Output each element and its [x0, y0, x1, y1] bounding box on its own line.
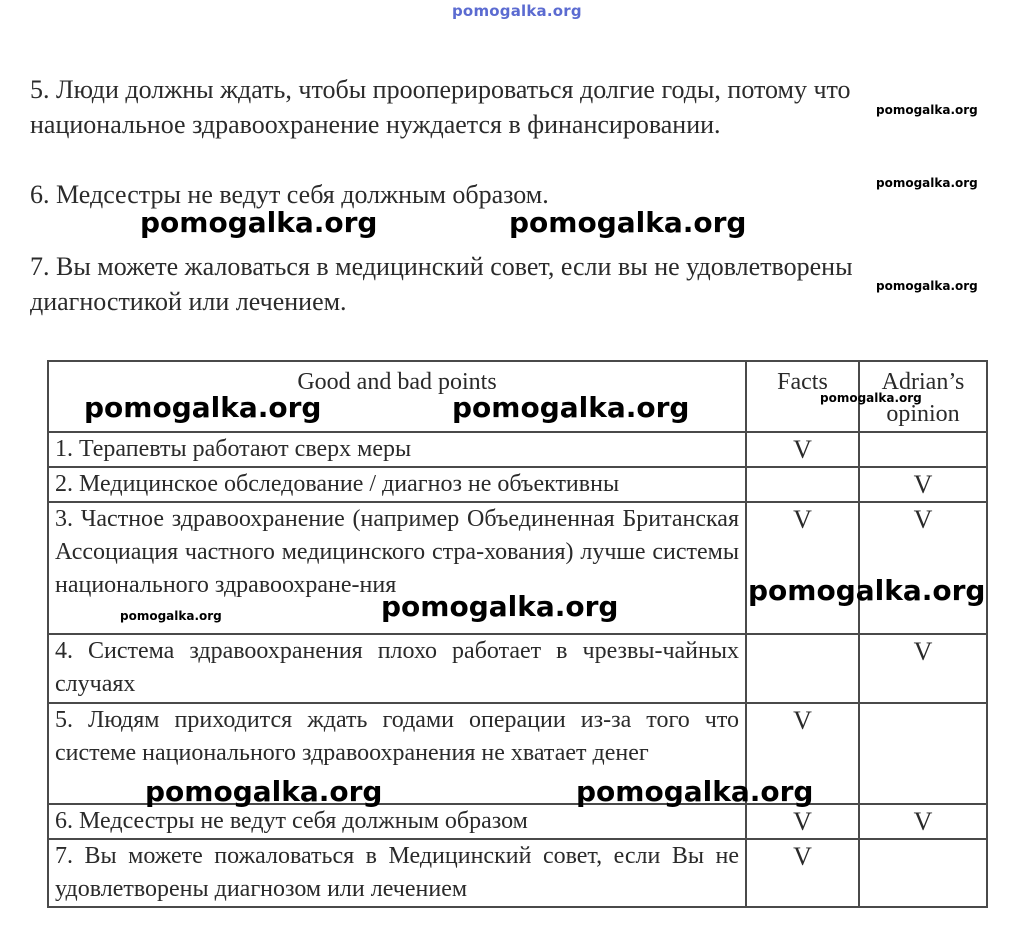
opinion-mark [859, 703, 987, 804]
header-facts: Facts [746, 361, 859, 432]
header-good-bad-points: Good and bad points [48, 361, 746, 432]
facts-mark: V [746, 839, 859, 907]
paragraph-5: 5. Люди должны ждать, чтобы прооперироваться долгие годы, потому что национальное здравоохранение нуждается в финансировании. [30, 75, 851, 139]
facts-mark [746, 467, 859, 502]
row-text: 5. Людям приходится ждать годами операции из-за того что системе национального здравоохранения не хватает денег [48, 703, 746, 804]
watermark: pomogalka.org [509, 206, 747, 239]
watermark: pomogalka.org [452, 391, 690, 424]
watermark: pomogalka.org [84, 391, 322, 424]
row-text: 2. Медицинское обследование / диагноз не объективны [48, 467, 746, 502]
row-text: 3. Частное здравоохранение (например Объединенная Британская Ассоциация частного медицинского стра-хования) лучше системы национального здравоохране-ния [48, 502, 746, 634]
watermark: pomogalka.org [748, 574, 986, 607]
row-text: 6. Медсестры не ведут себя должным образом [48, 804, 746, 839]
header-adrians-opinion: Adrian’s opinion [859, 361, 987, 432]
table-row [48, 634, 987, 703]
watermark: pomogalka.org [820, 391, 922, 405]
facts-mark: V [746, 703, 859, 804]
table-row [48, 839, 987, 907]
table-row [48, 467, 987, 502]
watermark: pomogalka.org [876, 176, 978, 190]
watermark-top: pomogalka.org [452, 2, 582, 20]
row-text: 7. Вы можете пожаловаться в Медицинский совет, если Вы не удовлетворены диагнозом или лечением [48, 839, 746, 907]
facts-mark: V [746, 432, 859, 467]
watermark: pomogalka.org [876, 103, 978, 117]
opinion-mark: V [859, 467, 987, 502]
facts-mark: V [746, 804, 859, 839]
row-text: 1. Терапевты работают сверх меры [48, 432, 746, 467]
opinion-mark: V [859, 804, 987, 839]
facts-mark: V [746, 502, 859, 634]
table-row [48, 432, 987, 467]
paragraph-6: 6. Медсестры не ведут себя должным образом. [30, 180, 549, 209]
watermark: pomogalka.org [381, 590, 619, 623]
points-table [47, 360, 988, 908]
opinion-mark: V [859, 634, 987, 703]
row-text: 4. Система здравоохранения плохо работает в чрезвы-чайных случаях [48, 634, 746, 703]
opinion-mark [859, 432, 987, 467]
watermark: pomogalka.org [145, 775, 383, 808]
opinion-mark: V [859, 502, 987, 634]
facts-mark [746, 634, 859, 703]
watermark: pomogalka.org [876, 279, 978, 293]
watermark: pomogalka.org [576, 775, 814, 808]
opinion-mark [859, 839, 987, 907]
table-row [48, 804, 987, 839]
watermark: pomogalka.org [120, 609, 222, 623]
watermark: pomogalka.org [140, 206, 378, 239]
paragraph-7: 7. Вы можете жаловаться в медицинский совет, если вы не удовлетворены диагностикой или лечением. [30, 252, 853, 316]
